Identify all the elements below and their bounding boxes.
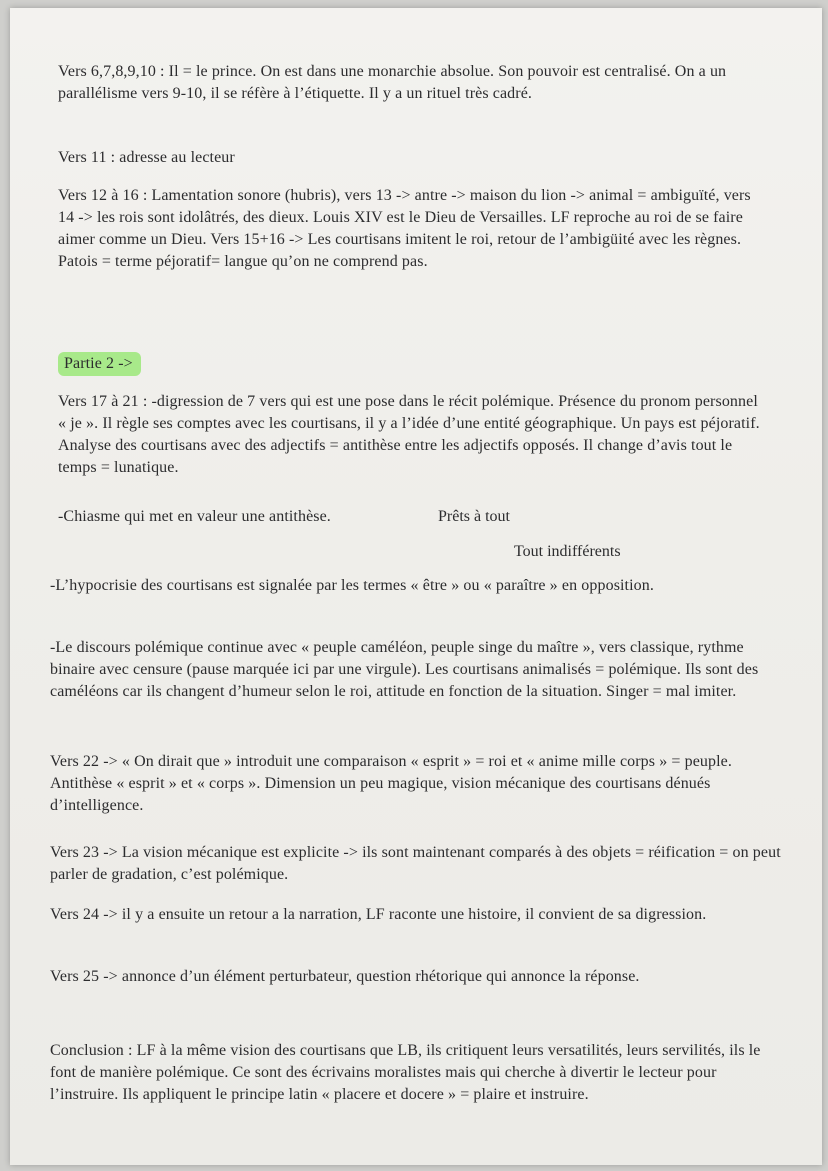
paragraph-vers-12-16: Vers 12 à 16 : Lamentation sonore (hubris), vers 13 -> antre -> maison du lion -> animal = ambiguïté, vers 14 -> les rois sont idolâtrés, des dieux. Louis XIV est le Dieu de Versailles. LF reproche au roi de se faire aimer comme un Dieu. Vers 15+16 -> Les courtisans imitent le roi, retour de l’ambigüité avec les règnes. Patois = terme péjoratif= langue qu’on ne comprend pas. xyxy=(58,187,751,270)
paragraph-vers-22: Vers 22 -> « On dirait que » introduit une comparaison « esprit » = roi et « anime mille corps » = peuple. Antithèse « esprit » et « corps ». Dimension un peu magique, vision mécanique des courtisans dénués d’intelligence. xyxy=(50,753,732,814)
chiasme-term-1: Prêts à tout xyxy=(438,508,510,525)
paragraph-vers-17-21: Vers 17 à 21 : -digression de 7 vers qui est une pose dans le récit polémique. Présence du pronom personnel « je ». Il règle ses comptes avec les courtisans, il y a l’idée d’une entité géographique. Un pays est péjoratif. Analyse des courtisans avec des adjectifs = antithèse entre les adjectifs opposés. Il change d’avis tout le temps = lunatique. xyxy=(58,393,760,476)
paragraph-chiasme: -Chiasme qui met en valeur une antithèse. xyxy=(58,508,331,525)
partie-2-heading-wrap xyxy=(58,352,763,376)
partie-2-heading: Partie 2 -> xyxy=(58,352,141,376)
paragraph-conclusion: Conclusion : LF à la même vision des courtisans que LB, ils critiquent leurs versatilités, leurs servilités, ils le font de manière polémique. Ce sont des écrivains moralistes mais qui cherche à divertir le lecteur pour l’instruire. Ils appliquent le principe latin « placere et docere » = plaire et instruire. xyxy=(50,1042,761,1103)
paragraph-vers-23: Vers 23 -> La vision mécanique est explicite -> ils sont maintenant comparés à des objets = réification = on peut parler de gradation, c’est polémique. xyxy=(50,844,781,883)
chiasme-term-2: Tout indifférents xyxy=(514,543,621,560)
paper-sheet xyxy=(10,8,822,1165)
paragraph-hypocrisie: -L’hypocrisie des courtisans est signalée par les termes « être » ou « paraître » en opposition. xyxy=(50,577,654,594)
paragraph-vers-24: Vers 24 -> il y a ensuite un retour a la narration, LF raconte une histoire, il convient de sa digression. xyxy=(50,906,707,923)
paragraph-vers-6-10: Vers 6,7,8,9,10 : Il = le prince. On est dans une monarchie absolue. Son pouvoir est centralisé. On a un parallélisme vers 9-10, il se réfère à l’étiquette. Il y a un rituel très cadré. xyxy=(58,63,727,102)
paragraph-discours-polemique: -Le discours polémique continue avec « peuple caméléon, peuple singe du maître », vers classique, rythme binaire avec censure (pause marquée ici par une virgule). Les courtisans animalisés = polémique. Ils sont des caméléons car ils changent d’humeur selon le roi, attitude en fonction de la situation. Singer = mal imiter. xyxy=(50,639,759,700)
paragraph-vers-11: Vers 11 : adresse au lecteur xyxy=(58,149,235,166)
paragraph-vers-25: Vers 25 -> annonce d’un élément perturbateur, question rhétorique qui annonce la réponse. xyxy=(50,968,640,985)
